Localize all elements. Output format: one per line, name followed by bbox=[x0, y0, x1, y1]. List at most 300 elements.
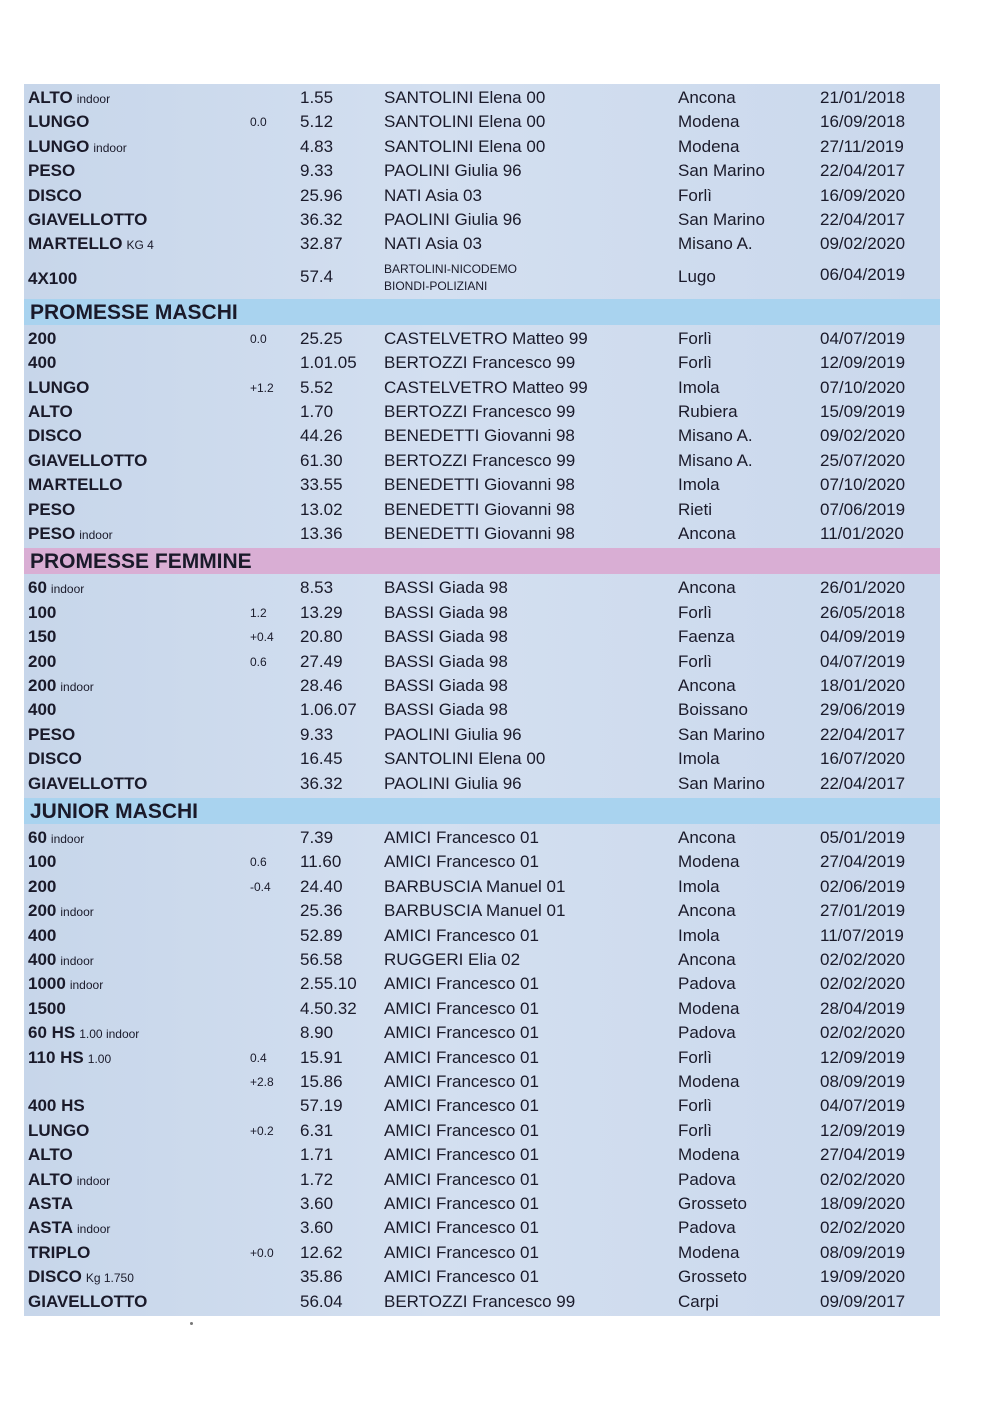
place-cell: San Marino bbox=[678, 724, 765, 744]
date-cell: 18/09/2020 bbox=[820, 1194, 906, 1213]
place-cell: Ancona bbox=[678, 524, 736, 543]
event-cell bbox=[28, 1241, 94, 1266]
mark-cell: 36.32 bbox=[300, 210, 343, 229]
place-cell: Forlì bbox=[678, 602, 712, 622]
event-cell bbox=[28, 1168, 110, 1193]
table-row bbox=[24, 208, 940, 232]
event-name: DISCO bbox=[28, 749, 82, 769]
athlete-cell: AMICI Francesco 01 bbox=[384, 925, 539, 945]
section-promesse-maschi: PROMESSE MASCHI bbox=[24, 299, 940, 325]
date-cell: 11/07/2019 bbox=[820, 925, 904, 945]
table-row bbox=[24, 522, 940, 546]
event-cell bbox=[28, 1046, 111, 1071]
place-cell: Padova bbox=[678, 974, 736, 994]
athlete-cell: AMICI Francesco 01 bbox=[384, 1047, 539, 1067]
place-cell: Modena bbox=[678, 1072, 740, 1091]
date-cell: 27/04/2019 bbox=[820, 1145, 906, 1165]
table-row bbox=[24, 135, 940, 159]
date-cell: 22/04/2017 bbox=[820, 724, 906, 744]
event-cell bbox=[28, 184, 86, 209]
athlete-cell: BASSI Giada 98 bbox=[384, 651, 508, 671]
event-name: GIAVELLOTTO bbox=[28, 773, 148, 793]
event-name: PESO bbox=[28, 499, 76, 519]
mark-cell: 16.45 bbox=[300, 749, 343, 769]
date-cell: 21/01/2018 bbox=[820, 88, 906, 107]
event-cell bbox=[28, 208, 151, 233]
place-cell: Modena bbox=[678, 1242, 740, 1262]
event-note: Kg 1.750 bbox=[85, 1271, 134, 1286]
event-note: indoor bbox=[76, 1173, 111, 1188]
table-row bbox=[24, 948, 940, 972]
date-cell: 09/02/2020 bbox=[820, 234, 906, 254]
mark-cell: 2.55.10 bbox=[300, 974, 357, 994]
mark-cell: 8.90 bbox=[300, 1023, 334, 1043]
event-cell bbox=[28, 449, 151, 474]
table-row bbox=[24, 826, 940, 850]
mark-cell: 27.49 bbox=[300, 651, 343, 671]
athlete-cell: BASSI Giada 98 bbox=[384, 627, 508, 647]
date-cell: 27/11/2019 bbox=[820, 136, 904, 156]
athlete-cell: AMICI Francesco 01 bbox=[384, 1169, 539, 1189]
mark-cell: 1.01.05 bbox=[300, 353, 357, 373]
date-cell: 25/07/2020 bbox=[820, 450, 906, 470]
athlete-cell: PAOLINI Giulia 96 bbox=[384, 161, 522, 181]
table-row bbox=[24, 625, 940, 649]
table-row bbox=[24, 424, 940, 448]
mark-cell: 25.36 bbox=[300, 901, 343, 921]
table-row bbox=[24, 997, 940, 1021]
place-cell: Padova bbox=[678, 1023, 736, 1043]
place-cell: Imola bbox=[678, 876, 720, 896]
mark-cell: 9.33 bbox=[300, 724, 334, 744]
date-cell: 11/01/2020 bbox=[820, 524, 904, 543]
event-name: DISCO bbox=[28, 1267, 82, 1287]
mark-cell: 35.86 bbox=[300, 1267, 343, 1287]
event-cell bbox=[28, 601, 60, 626]
date-cell: 22/04/2017 bbox=[820, 773, 906, 793]
table-row bbox=[24, 576, 940, 600]
table-row bbox=[24, 924, 940, 948]
date-cell: 02/02/2020 bbox=[820, 1023, 906, 1043]
table-row bbox=[24, 972, 940, 996]
place-cell: Padova bbox=[678, 1218, 736, 1238]
section-promesse-femmine: PROMESSE FEMMINE bbox=[24, 548, 940, 574]
athlete-cell: SANTOLINI Elena 00 bbox=[384, 88, 546, 107]
event-name: LUNGO bbox=[28, 136, 90, 156]
event-cell bbox=[28, 772, 151, 797]
place-cell: San Marino bbox=[678, 161, 765, 181]
mark-cell: 56.04 bbox=[300, 1291, 343, 1311]
table-row bbox=[24, 674, 940, 698]
athlete-line: BARTOLINI-NICODEMO bbox=[384, 261, 517, 276]
event-cell bbox=[28, 723, 79, 748]
mark-cell: 57.19 bbox=[300, 1096, 343, 1116]
event-name: ALTO bbox=[28, 1169, 73, 1189]
event-cell bbox=[28, 86, 110, 111]
event-cell bbox=[28, 1070, 32, 1095]
event-cell bbox=[28, 1143, 77, 1168]
date-cell: 16/09/2018 bbox=[820, 112, 906, 132]
athlete-cell: BENEDETTI Giovanni 98 bbox=[384, 475, 575, 495]
table-row bbox=[24, 875, 940, 899]
event-cell bbox=[28, 576, 84, 601]
event-name: 110 HS bbox=[28, 1047, 84, 1067]
place-cell: Modena bbox=[678, 136, 740, 156]
place-cell: Forlì bbox=[678, 185, 712, 205]
event-name: ALTO bbox=[28, 402, 73, 421]
mark-cell: 7.39 bbox=[300, 828, 334, 847]
date-cell: 29/06/2019 bbox=[820, 700, 906, 720]
event-name: MARTELLO bbox=[28, 475, 123, 495]
athlete-cell: BENEDETTI Giovanni 98 bbox=[384, 524, 575, 543]
event-name: ASTA bbox=[28, 1194, 74, 1213]
date-cell: 02/06/2019 bbox=[820, 876, 906, 896]
place-cell: Ancona bbox=[678, 901, 736, 921]
date-cell: 07/10/2020 bbox=[820, 475, 906, 495]
mark-cell: 1.72 bbox=[300, 1169, 334, 1189]
mark-cell: 44.26 bbox=[300, 426, 343, 446]
event-cell bbox=[28, 1021, 139, 1046]
athlete-cell: AMICI Francesco 01 bbox=[384, 1242, 539, 1262]
mark-cell: 6.31 bbox=[300, 1120, 334, 1140]
date-cell: 09/02/2020 bbox=[820, 426, 906, 446]
event-cell bbox=[28, 1192, 77, 1217]
event-name: PESO bbox=[28, 724, 76, 744]
athlete-cell: SANTOLINI Elena 00 bbox=[384, 112, 546, 132]
table-row bbox=[24, 1070, 940, 1094]
event-cell bbox=[28, 948, 94, 973]
event-note: indoor bbox=[93, 140, 127, 155]
table-row bbox=[24, 376, 940, 400]
place-cell: Imola bbox=[678, 475, 720, 495]
date-cell: 15/09/2019 bbox=[820, 402, 906, 421]
event-cell bbox=[28, 747, 86, 772]
event-name: 200 bbox=[28, 901, 57, 921]
event-name: DISCO bbox=[28, 185, 82, 205]
mark-cell: 25.96 bbox=[300, 185, 343, 205]
place-cell: Carpi bbox=[678, 1291, 719, 1311]
table-row bbox=[24, 1192, 940, 1216]
table-row bbox=[24, 747, 940, 771]
event-name: 200 bbox=[28, 876, 57, 896]
event-name: LUNGO bbox=[28, 112, 90, 132]
date-cell: 18/01/2020 bbox=[820, 676, 906, 695]
mark-cell: 25.25 bbox=[300, 328, 343, 348]
table-row bbox=[24, 1216, 940, 1240]
mark-cell: 32.87 bbox=[300, 234, 343, 254]
mark-cell: 33.55 bbox=[300, 475, 343, 495]
place-cell: Grosseto bbox=[678, 1267, 747, 1287]
event-name: GIAVELLOTTO bbox=[28, 450, 148, 470]
date-cell: 22/04/2017 bbox=[820, 210, 906, 229]
table-row bbox=[24, 184, 940, 208]
athlete-cell: AMICI Francesco 01 bbox=[384, 828, 539, 847]
mark-cell: 24.40 bbox=[300, 876, 343, 896]
event-cell bbox=[28, 850, 60, 875]
date-cell: 02/02/2020 bbox=[820, 950, 906, 969]
event-cell bbox=[28, 159, 79, 184]
event-note: indoor bbox=[50, 582, 85, 597]
mark-cell: 13.36 bbox=[300, 524, 343, 543]
athlete-cell: BERTOZZI Francesco 99 bbox=[384, 402, 576, 421]
date-cell: 08/09/2019 bbox=[820, 1072, 906, 1091]
date-cell: 08/09/2019 bbox=[820, 1242, 906, 1262]
wind-cell: +2.8 bbox=[250, 1075, 274, 1089]
place-cell: Imola bbox=[678, 925, 720, 945]
table-row bbox=[24, 1119, 940, 1143]
date-cell: 27/01/2019 bbox=[820, 901, 906, 921]
wind-cell: 0.0 bbox=[250, 331, 267, 346]
table-row-relay bbox=[24, 259, 940, 297]
event-name: 400 bbox=[28, 353, 57, 373]
place-cell: Imola bbox=[678, 749, 720, 769]
event-name: PESO bbox=[28, 524, 76, 543]
table-row bbox=[24, 1290, 940, 1314]
section-junior-maschi: JUNIOR MASCHI bbox=[24, 798, 940, 824]
table-row bbox=[24, 400, 940, 424]
athlete-cell: BERTOZZI Francesco 99 bbox=[384, 450, 576, 470]
table-row bbox=[24, 772, 940, 796]
event-cell bbox=[28, 826, 84, 851]
place-cell: Forlì bbox=[678, 1120, 712, 1140]
table-row bbox=[24, 1094, 940, 1118]
place-cell: Ancona bbox=[678, 676, 736, 695]
event-cell bbox=[28, 1290, 151, 1315]
athlete-cell: AMICI Francesco 01 bbox=[384, 1145, 539, 1165]
table-row bbox=[24, 723, 940, 747]
event-note: KG 4 bbox=[126, 238, 154, 253]
event-name: ALTO bbox=[28, 88, 73, 107]
date-cell: 28/04/2019 bbox=[820, 998, 906, 1018]
mark-cell: 36.32 bbox=[300, 773, 343, 793]
mark-cell: 15.86 bbox=[300, 1072, 343, 1091]
athlete-cell: PAOLINI Giulia 96 bbox=[384, 773, 522, 793]
event-name: GIAVELLOTTO bbox=[28, 210, 148, 229]
table-row bbox=[24, 899, 940, 923]
place-cell: Forlì bbox=[678, 1096, 712, 1116]
athlete-cell: BARBUSCIA Manuel 01 bbox=[384, 876, 566, 896]
mark-cell: 28.46 bbox=[300, 676, 343, 695]
athlete-cell: RUGGERI Elia 02 bbox=[384, 950, 521, 969]
place-cell: Grosseto bbox=[678, 1194, 747, 1213]
event-cell bbox=[28, 110, 93, 135]
mark-cell: 15.91 bbox=[300, 1047, 343, 1067]
athlete-cell: PAOLINI Giulia 96 bbox=[384, 724, 522, 744]
athlete-cell: PAOLINI Giulia 96 bbox=[384, 210, 522, 229]
place-cell: Lugo bbox=[678, 266, 716, 286]
event-name: 4X100 bbox=[28, 268, 78, 288]
event-cell bbox=[28, 674, 94, 699]
place-cell: San Marino bbox=[678, 773, 765, 793]
date-cell: 09/09/2017 bbox=[820, 1291, 906, 1311]
mark-cell: 12.62 bbox=[300, 1242, 343, 1262]
event-name: LUNGO bbox=[28, 377, 90, 397]
place-cell: Forlì bbox=[678, 1047, 712, 1067]
event-name: 60 bbox=[28, 828, 47, 847]
athlete-cell: AMICI Francesco 01 bbox=[384, 974, 539, 994]
athlete-cell: BASSI Giada 98 bbox=[384, 602, 508, 622]
mark-cell: 20.80 bbox=[300, 627, 343, 647]
athlete-cell: BASSI Giada 98 bbox=[384, 700, 508, 720]
event-note: indoor bbox=[50, 832, 85, 846]
mark-cell: 13.02 bbox=[300, 499, 343, 519]
table-row bbox=[24, 159, 940, 183]
event-name: TRIPLO bbox=[28, 1242, 91, 1262]
event-name: 100 bbox=[28, 602, 57, 622]
mark-cell: 5.52 bbox=[300, 377, 334, 397]
place-cell: Misano A. bbox=[678, 450, 753, 470]
event-name: 1000 bbox=[28, 974, 66, 994]
event-name: LUNGO bbox=[28, 1120, 90, 1140]
event-name: 200 bbox=[28, 651, 57, 671]
date-cell: 02/02/2020 bbox=[820, 1169, 906, 1189]
place-cell: Misano A. bbox=[678, 234, 753, 254]
event-cell bbox=[28, 875, 60, 900]
place-cell: Modena bbox=[678, 852, 740, 872]
athlete-cell: SANTOLINI Elena 00 bbox=[384, 749, 546, 769]
mark-cell: 9.33 bbox=[300, 161, 334, 181]
event-cell bbox=[28, 376, 93, 401]
mark-cell: 4.50.32 bbox=[300, 998, 357, 1018]
event-note: 1.00 bbox=[87, 1051, 112, 1066]
event-cell bbox=[28, 1094, 89, 1119]
event-name: 400 bbox=[28, 925, 57, 945]
place-cell: Ancona bbox=[678, 88, 736, 107]
athlete-cell: BENEDETTI Giovanni 98 bbox=[384, 499, 575, 519]
mark-cell: 4.83 bbox=[300, 136, 334, 156]
athlete-cell: AMICI Francesco 01 bbox=[384, 1267, 539, 1287]
athlete-cell: BERTOZZI Francesco 99 bbox=[384, 1291, 576, 1311]
athlete-line: BIONDI-POLIZIANI bbox=[384, 278, 488, 293]
event-note: indoor bbox=[77, 1222, 111, 1237]
place-cell: Rieti bbox=[678, 499, 713, 519]
event-name: 200 bbox=[28, 676, 57, 695]
place-cell: Padova bbox=[678, 1169, 736, 1189]
mark-cell: 3.60 bbox=[300, 1218, 334, 1238]
event-note: indoor bbox=[60, 954, 94, 968]
wind-cell: 0.0 bbox=[250, 115, 267, 130]
table-row bbox=[24, 850, 940, 874]
athlete-cell: BERTOZZI Francesco 99 bbox=[384, 353, 576, 373]
event-name: ASTA bbox=[28, 1218, 74, 1238]
event-cell bbox=[28, 972, 103, 997]
athlete-cell: AMICI Francesco 01 bbox=[384, 1120, 539, 1140]
mark-cell: 57.4 bbox=[300, 266, 334, 286]
table-row bbox=[24, 86, 940, 110]
table-row bbox=[24, 1241, 940, 1265]
athlete-cell: AMICI Francesco 01 bbox=[384, 1023, 539, 1043]
table-row bbox=[24, 1021, 940, 1045]
place-cell: San Marino bbox=[678, 210, 765, 229]
athlete-cell: CASTELVETRO Matteo 99 bbox=[384, 377, 588, 397]
date-cell: 26/01/2020 bbox=[820, 578, 906, 598]
table-row bbox=[24, 232, 940, 256]
event-cell bbox=[28, 327, 60, 352]
date-cell: 04/07/2019 bbox=[820, 651, 906, 671]
wind-cell: 0.6 bbox=[250, 654, 267, 669]
event-note: 1.00 indoor bbox=[79, 1027, 140, 1042]
date-cell: 16/09/2020 bbox=[820, 185, 906, 205]
wind-cell: 0.4 bbox=[250, 1050, 267, 1065]
date-cell: 22/04/2017 bbox=[820, 161, 906, 181]
date-cell: 07/06/2019 bbox=[820, 499, 906, 519]
date-cell: 12/09/2019 bbox=[820, 1047, 906, 1067]
mark-cell: 1.71 bbox=[300, 1145, 334, 1165]
records-sheet bbox=[24, 84, 940, 1316]
event-cell bbox=[28, 1265, 134, 1290]
place-cell: Imola bbox=[678, 377, 720, 397]
event-name: 100 bbox=[28, 852, 57, 872]
athlete-cell: AMICI Francesco 01 bbox=[384, 998, 539, 1018]
event-note: indoor bbox=[76, 92, 111, 106]
mark-cell: 1.06.07 bbox=[300, 700, 357, 720]
event-cell bbox=[28, 698, 60, 723]
table-row bbox=[24, 498, 940, 522]
event-name: 60 bbox=[28, 578, 47, 598]
athlete-cell: AMICI Francesco 01 bbox=[384, 1072, 539, 1091]
mark-cell: 8.53 bbox=[300, 578, 334, 598]
scan-speck bbox=[190, 1322, 193, 1325]
wind-cell: +0.2 bbox=[250, 1123, 274, 1138]
event-name: 200 bbox=[28, 328, 57, 348]
athlete-cell bbox=[384, 261, 517, 295]
mark-cell: 1.55 bbox=[300, 88, 334, 107]
event-cell bbox=[28, 473, 126, 498]
date-cell: 04/07/2019 bbox=[820, 1096, 906, 1116]
table-row bbox=[24, 650, 940, 674]
mark-cell: 56.58 bbox=[300, 950, 343, 969]
athlete-cell: AMICI Francesco 01 bbox=[384, 852, 539, 872]
date-cell: 19/09/2020 bbox=[820, 1267, 906, 1287]
event-cell bbox=[28, 498, 79, 523]
event-cell bbox=[28, 400, 77, 425]
wind-cell: +1.2 bbox=[250, 380, 274, 395]
place-cell: Modena bbox=[678, 112, 740, 132]
athlete-cell: BENEDETTI Giovanni 98 bbox=[384, 426, 575, 446]
table-row bbox=[24, 1046, 940, 1070]
event-name: 400 bbox=[28, 700, 57, 720]
event-cell bbox=[28, 1119, 93, 1144]
event-note: indoor bbox=[60, 680, 94, 694]
table-row bbox=[24, 449, 940, 473]
athlete-cell: NATI Asia 03 bbox=[384, 185, 482, 205]
mark-cell: 1.70 bbox=[300, 402, 334, 421]
event-name: 60 HS bbox=[28, 1023, 76, 1043]
event-name: 400 bbox=[28, 950, 57, 969]
date-cell: 04/07/2019 bbox=[820, 328, 906, 348]
mark-cell: 3.60 bbox=[300, 1194, 334, 1213]
event-name: MARTELLO bbox=[28, 234, 123, 254]
date-cell: 12/09/2019 bbox=[820, 1120, 906, 1140]
table-row bbox=[24, 327, 940, 351]
event-name: 1500 bbox=[28, 998, 66, 1018]
event-note: indoor bbox=[69, 978, 104, 993]
table-row bbox=[24, 698, 940, 722]
athlete-cell: AMICI Francesco 01 bbox=[384, 1096, 539, 1116]
place-cell: Misano A. bbox=[678, 426, 753, 446]
event-note: indoor bbox=[60, 905, 94, 920]
date-cell: 12/09/2019 bbox=[820, 353, 906, 373]
date-cell: 02/02/2020 bbox=[820, 1218, 906, 1238]
place-cell: Ancona bbox=[678, 578, 736, 598]
event-cell bbox=[28, 1216, 110, 1241]
event-cell bbox=[28, 650, 60, 675]
date-cell: 02/02/2020 bbox=[820, 974, 906, 994]
table-row bbox=[24, 110, 940, 134]
event-cell bbox=[28, 351, 60, 376]
date-cell: 04/09/2019 bbox=[820, 627, 906, 647]
event-cell bbox=[28, 924, 60, 949]
